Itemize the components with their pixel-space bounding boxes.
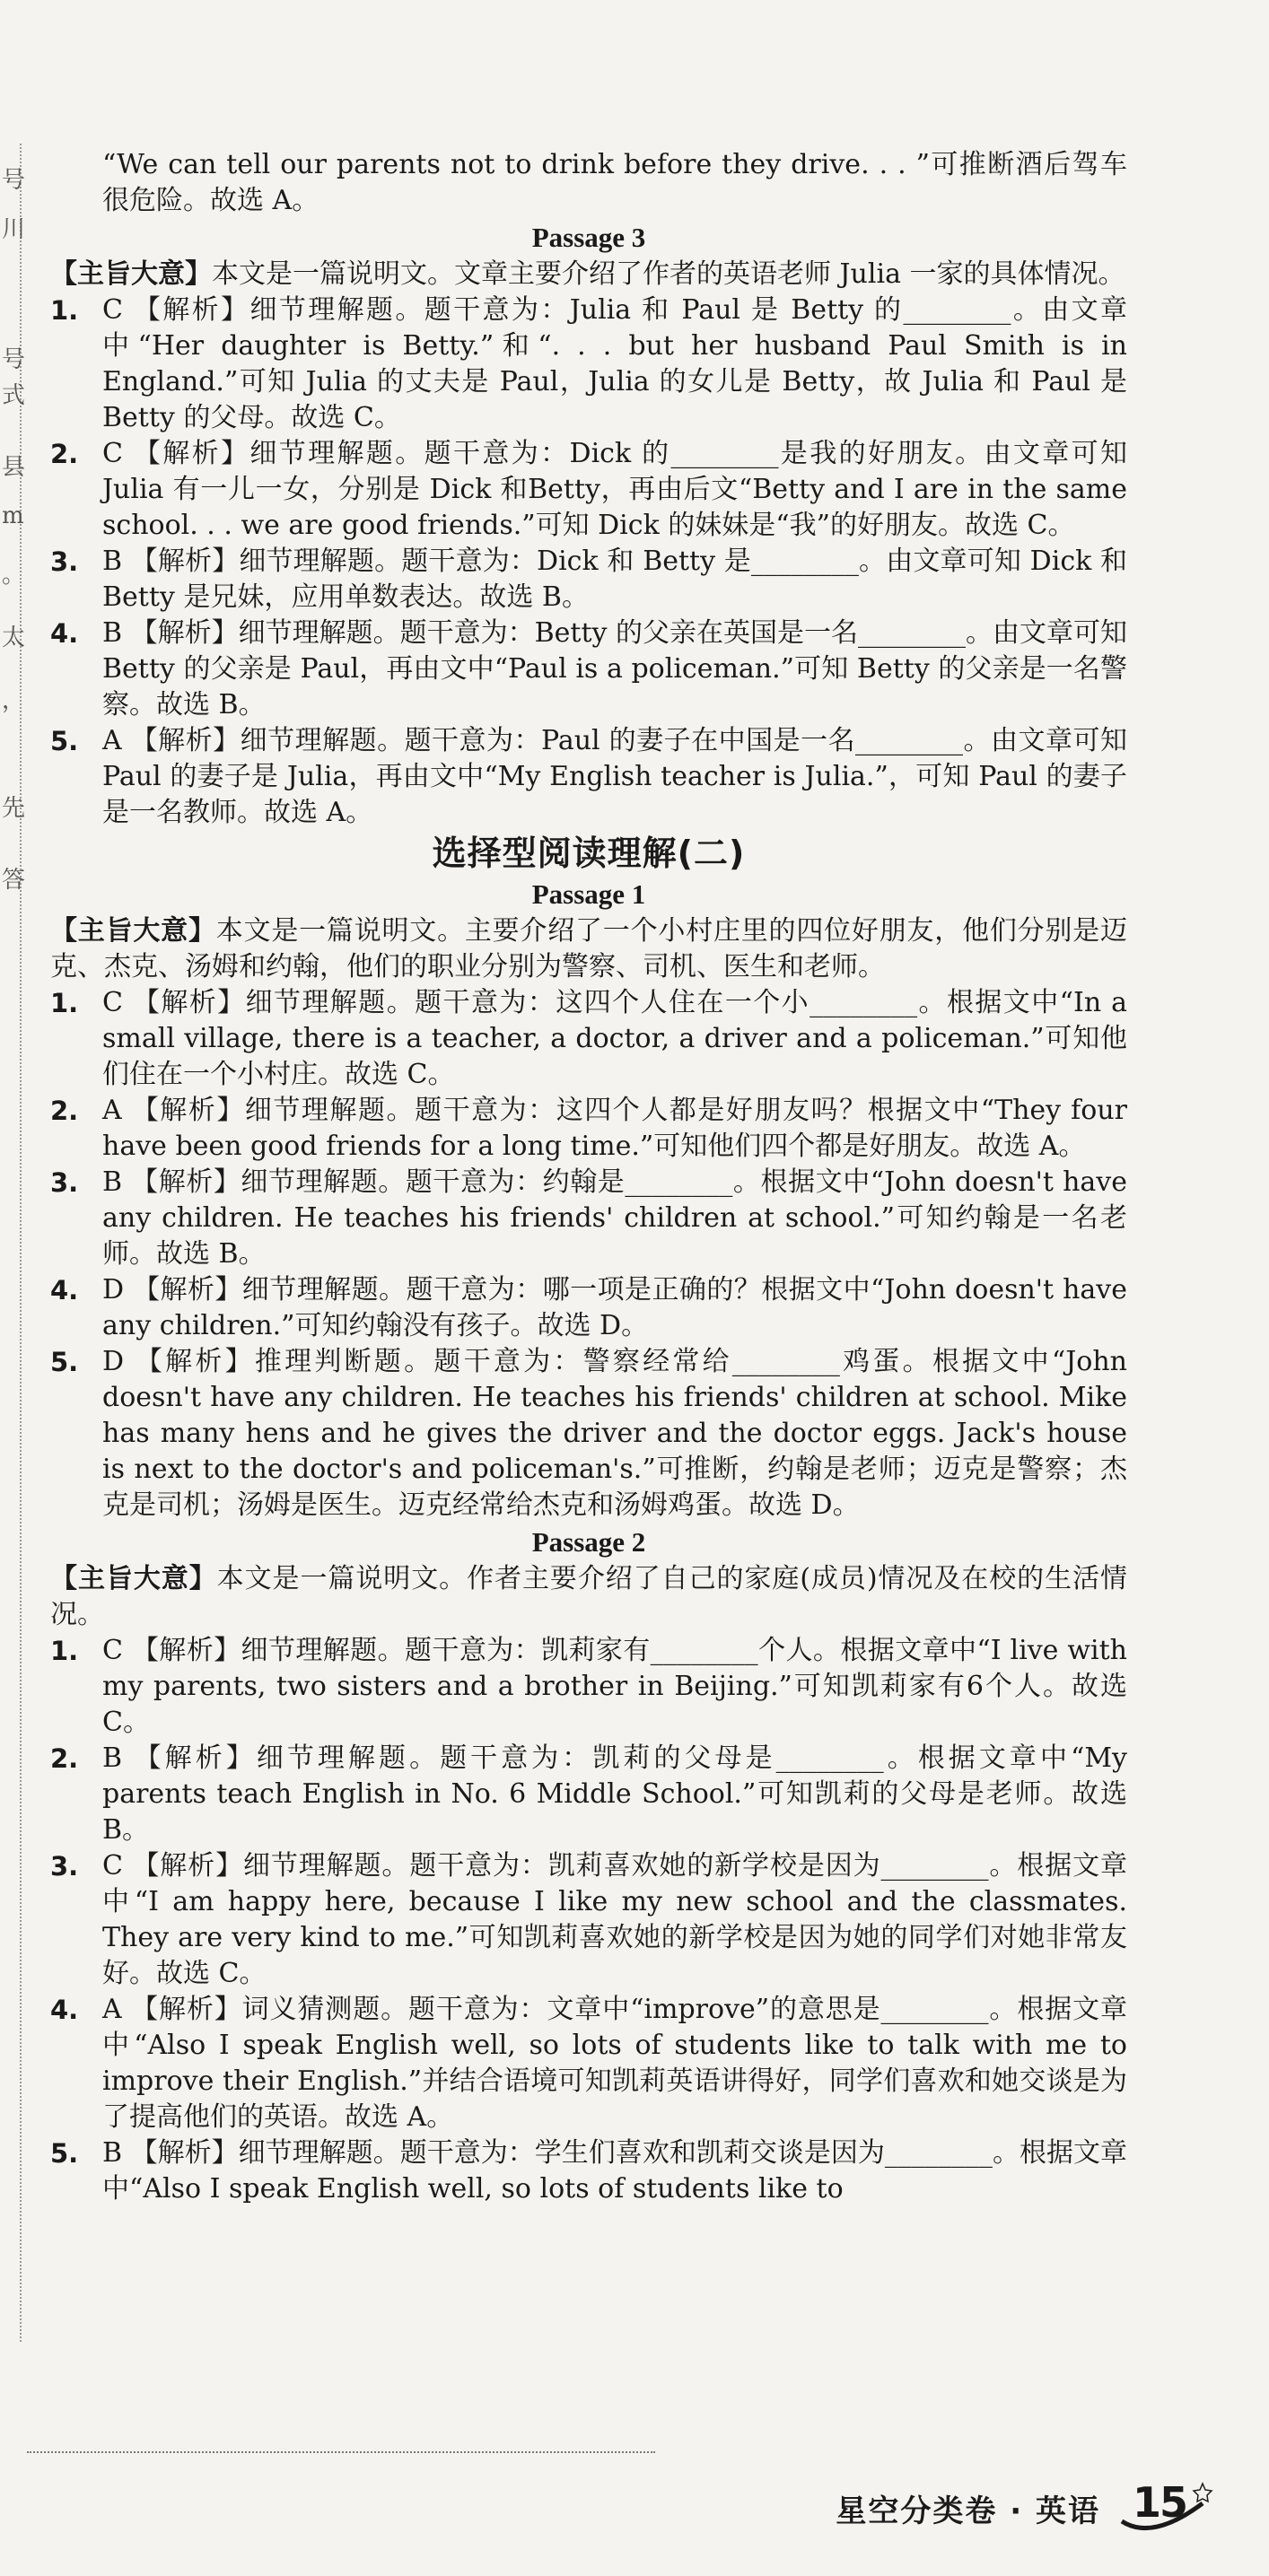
passage-heading: Passage 3 [531, 222, 646, 253]
bottom-divider [27, 2451, 655, 2453]
passage-heading: Passage 1 [531, 878, 646, 910]
answer-item: 3. C 【解析】细节理解题。题干意为：凯莉喜欢她的新学校是因为________。根据文章中“I am happy here, because I like my new school and the classmates. They are very kind to me.”可知凯莉喜欢她的新学校是因为她的同学们对她非常友好。故选 C。 [50, 1850, 1127, 1989]
answer-item: 4. A 【解析】词义猜测题。题干意为：文章中“improve”的意思是________。根据文章中“Also I speak English well, so lots of students like to talk with me to improve their English.”并结合语境可知凯莉英语讲得好，同学们喜欢和她交谈是为了提高他们的英语。故选 A。 [50, 1994, 1127, 2133]
answer-item: 2. B 【解析】细节理解题。题干意为：凯莉的父母是________。根据文章中“My parents teach English in No. 6 Middle School.”可知凯莉的父母是老师。故选 B。 [50, 1742, 1127, 1846]
margin-char: 式 [2, 382, 26, 409]
main-idea: 【主旨大意】本文是一篇说明文。文章主要介绍了作者的英语老师 Julia 一家的具体情况。 [50, 258, 1125, 290]
margin-char: m [2, 502, 24, 529]
page-number: 15 [1133, 2478, 1187, 2527]
margin-char: 县 [2, 454, 26, 481]
margin-char: 号 [2, 167, 26, 194]
answer-item: 3. B 【解析】细节理解题。题干意为：约翰是________。根据文中“John doesn't have any children. He teaches his friends' children at school.”可知约翰是一名老师。故选 B。 [50, 1166, 1127, 1270]
section-title: 选择型阅读理解(二) [432, 834, 746, 873]
answer-item: 1. C 【解析】细节理解题。题干意为：这四个人住在一个小________。根据文中“In a small village, there is a teacher, a doctor, a driver and a policeman.”可知他们住在一个小村庄。故选 C。 [50, 987, 1127, 1090]
margin-char: 。 [2, 562, 26, 589]
main-idea: 【主旨大意】本文是一篇说明文。作者主要介绍了自己的家庭(成员)情况及在校的生活情况。 [50, 1563, 1127, 1630]
margin-char: 先 [2, 795, 26, 822]
main-idea-tag: 【主旨大意】 [50, 258, 212, 290]
answer-item: 1. C 【解析】细节理解题。题干意为：凯莉家有________个人。根据文章中“I live with my parents, two sisters and a brother in Beijing.”可知凯莉家有6个人。故选 C。 [50, 1635, 1127, 1738]
answer-item: 5. B 【解析】细节理解题。题干意为：学生们喜欢和凯莉交谈是因为________。根据文章中“Also I speak English well, so lots of students like to [50, 2137, 1127, 2205]
margin-char: ， [2, 687, 26, 714]
answer-item: 2. C 【解析】细节理解题。题干意为：Dick 的________是我的好朋友。由文章可知 Julia 有一儿一女，分别是 Dick 和Betty，再由后文“Betty and I are in the same school. . . we are good friends.”可知 Dick 的妹妹是“我”的好朋友。故选 C。 [50, 438, 1127, 541]
answer-item: 4. D 【解析】细节理解题。题干意为：哪一项是正确的？根据文中“John doesn't have any children.”可知约翰没有孩子。故选 D。 [50, 1274, 1127, 1341]
answer-item: 3. B 【解析】细节理解题。题干意为：Dick 和 Betty 是________。由文章可知 Dick 和 Betty 是兄妹，应用单数表达。故选 B。 [50, 546, 1127, 613]
margin-char: 号 [2, 346, 26, 373]
answer-item: 5. A 【解析】细节理解题。题干意为：Paul 的妻子在中国是一名________。由文章可知 Paul 的妻子是 Julia，再由文中“My English teacher is Julia.”，可知 Paul 的妻子是一名教师。故选 A。 [50, 725, 1127, 828]
answer-item: 5. D 【解析】推理判断题。题干意为：警察经常给________鸡蛋。根据文中“John doesn't have any children. He teaches his friends' children at school. Mike has many hens and he gives the driver and the doctor eggs. Jack's house is next to the doctor's and policeman's.”可推断，约翰是老师；迈克是警察；杰克是司机；汤姆是医生。迈克经常给杰克和汤姆鸡蛋。故选 D。 [50, 1346, 1127, 1521]
answer-item: 1. C 【解析】细节理解题。题干意为：Julia 和 Paul 是 Betty 的________。由文章中“Her daughter is Betty.”和“. . . but her husband Paul Smith is in England.”可知 Julia 的丈夫是 Paul，Julia 的女儿是 Betty，故 Julia 和 Paul 是 Betty 的父母。故选 C。 [50, 294, 1127, 433]
margin-char: 川 [2, 216, 26, 243]
answer-item: 2. A 【解析】细节理解题。题干意为：这四个人都是好朋友吗？根据文中“They four have been good friends for a long time.”可知他们四个都是好朋友。故选 A。 [50, 1095, 1127, 1162]
page-footer [836, 2476, 1215, 2539]
page-number-badge [1116, 2476, 1215, 2539]
main-idea: 【主旨大意】本文是一篇说明文。主要介绍了一个小村庄里的四位好朋友，他们分别是迈克、杰克、汤姆和约翰，他们的职业分别为警察、司机、医生和老师。 [50, 915, 1128, 982]
answer-page [50, 147, 1127, 2207]
intro-continuation: “We can tell our parents not to drink before they drive. . . ”可推断酒后驾车很危险。故选 A。 [102, 149, 1127, 216]
margin-char: 答 [2, 867, 26, 894]
answer-item: 4. B 【解析】细节理解题。题干意为：Betty 的父亲在英国是一名________。由文章可知 Betty 的父亲是 Paul，再由文中“Paul is a policeman.”可知 Betty 的父亲是一名警察。故选 B。 [50, 617, 1127, 720]
margin-char: 太 [2, 624, 26, 651]
series-name: 星空分类卷 · 英语 [836, 2493, 1100, 2529]
passage-heading: Passage 2 [531, 1526, 646, 1558]
